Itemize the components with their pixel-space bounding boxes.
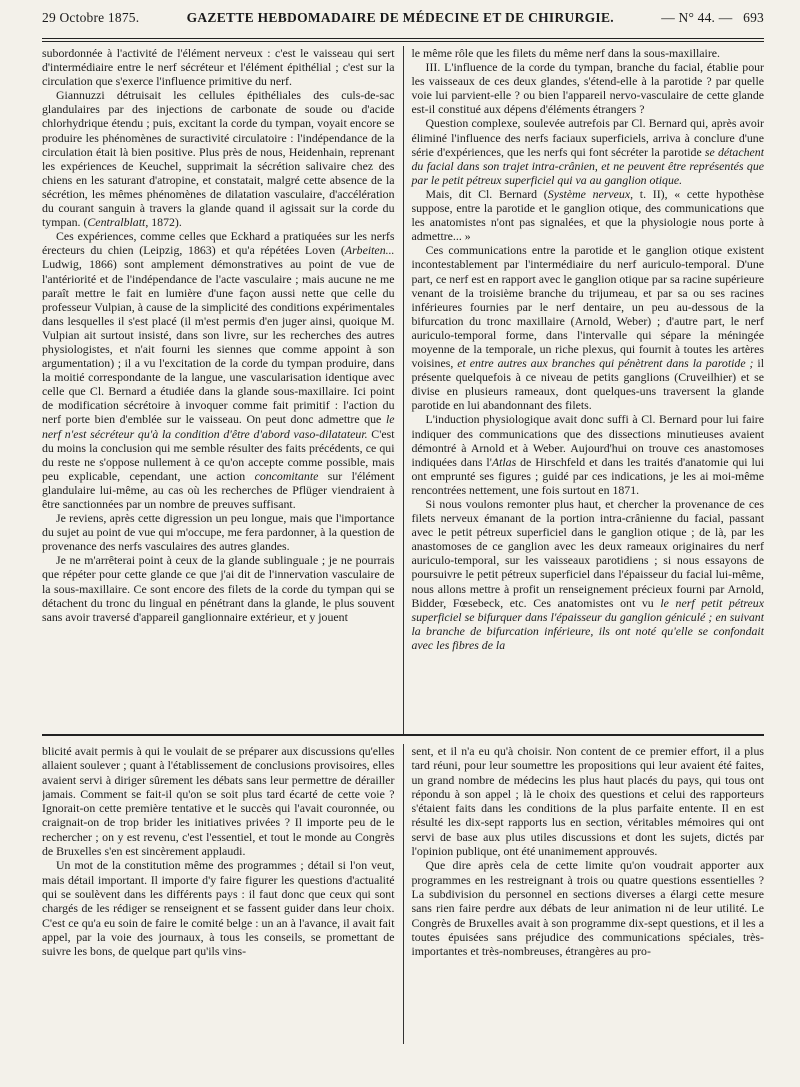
paragraph — [412, 858, 765, 958]
italic-text: Atlas — [491, 454, 517, 469]
text-run: C'est du moins la conclusion qui me semble résulter des faits précédents, ce qui du reste ne s'oppose nullement à ce qu'on accepte comme possible, mais peu explicable, cependant, une action — [42, 426, 395, 483]
text-run: , t. II), « cette hypothèse suppose, entre la parotide et le ganglion otique, des communications que les anatomistes n'ont pas signalées, et que la physiologie nous porte à admettre... » — [411, 186, 764, 244]
lower-left-column — [42, 744, 403, 1044]
header-journal-title: GAZETTE HEBDOMADAIRE DE MÉDECINE ET DE CHIRURGIE. — [186, 10, 614, 25]
paragraph — [42, 88, 395, 229]
paragraph — [412, 116, 765, 186]
text-run: il présente quelquefois à ce niveau de petits ganglions (Cruveilhier) et se divise en plusieurs rameaux, dont quelques-uns traversent la glande parotide en lui abandonnant des filets. — [411, 356, 764, 413]
paragraph — [412, 187, 765, 243]
text-run: , 1872). — [145, 215, 182, 230]
text-run: Je reviens, après cette digression un peu longue, mais que l'importance du sujet au point de vue qui m'occupe, me fera pardonner, à la question de provenance des nerfs vasculaires des autres glandes. — [42, 511, 395, 554]
text-run: Un mot de la constitution même des programmes ; détail si l'on veut, mais détail important. Il importe d'y faire figurer les questions d'actualité qui se soulèvent dans les différents pays : il faut donc que ceux qui sont chargés de les rédiger se renseignent et se fassent guider dans leur choix. C'est ce qu'a eu soin de faire le comité belge : un an à l'avance, il avait fait appel, par la voie des journaux, à tous les conseils, se promettant de suivre les bons, de quelque part qu'ils vins- — [42, 858, 395, 959]
text-run: Ces communications entre la parotide et le ganglion otique existent incontestablement par l'intermédiaire du nerf auriculo-temporal. D'une part, ce nerf est en rapport avec le ganglion otique par sa racine supérieure venant de la troisième branche du trijumeau, et par sa ou ses racines inférieures fournies par le nerf dentaire, un peu au-dessous de la bifurcation du tronc maxillaire (Arnold, Weber) ; d'autre part, le nerf auriculo-temporal forme, dans l'intervalle qui sépare la méningée moyenne de la temporale, un riche plexus, qui fournit à toutes les artères voisines, — [411, 243, 764, 371]
italic-text: et entre autres aux branches qui pénètrent dans la parotide ; — [457, 356, 754, 371]
paragraph — [42, 511, 395, 553]
header-issue-page — [661, 10, 764, 26]
text-run: III. L'influence de la corde du tympan, branche du facial, établie pour les vaisseaux de ces deux glandes, s'étend-elle à la parotide ? par quelle voie lui parvient-elle ? ou bien l'appareil nervo-vasculaire de cette glande est-il constitué aux dépens d'éléments étrangers ? — [411, 60, 764, 117]
italic-text: le nerf n'est sécréteur qu'à la condition d'être d'abord vaso-dilatateur. — [42, 412, 395, 441]
article-upper — [42, 46, 764, 736]
italic-text: le nerf petit pétreux superficiel se bifurquer dans l'épaisseur du ganglion géniculé ; en suivant la branche de bifurcation inférieure, ils ont noté qu'elle se confondait avec les fibres de la — [411, 595, 764, 652]
text-run: sur l'élément glandulaire lui-même, au cas où les recherches de Pflüger viendraient à être sanctionnées par un nombre de preuves suffisant. — [42, 468, 395, 511]
italic-text: se détachent du facial dans son trajet intra-crânien, et ne peuvent être représentés que par le petit pétreux superficiel qui va au ganglion otique. — [411, 144, 764, 187]
paragraph — [42, 553, 395, 623]
text-run: Question complexe, soulevée autrefois par Cl. Bernard qui, après avoir éliminé l'influence des nerfs faciaux superficiels, arriva à conclure d'une série d'expériences, que les nerfs qui font sécréter la parotide — [411, 116, 764, 159]
running-head — [42, 0, 764, 34]
italic-text: Centralblatt — [87, 215, 146, 230]
header-date: 29 Octobre 1875. — [42, 10, 140, 25]
header-rule — [42, 38, 764, 42]
paragraph — [42, 229, 395, 511]
text-run: L'induction physiologique avait donc suffi à Cl. Bernard pour lui faire indiquer des communications que des dissections minutieuses avaient démontré à Arnold et à Weber. Aujourd'hui on trouve ces anastomoses indiquées dans l' — [411, 412, 764, 469]
text-run: Ludwig, 1866) sont amplement démonstratives au point de vue de l'antériorité et de l'indépendance de l'acte vasculaire ; mais aucune ne me paraît mettre le fait en lumière d'une façon aussi nette que celle du professeur Vulpian, à cause de la simplicité des conditions expérimentales dans lesquelles il s'est placé (il m'est permis d'en juger ainsi, quoique M. Vulpian ait surtout insisté, dans son livre, sur les recherches des autres physiologistes, et n'ait fourni les siennes que comme appoint à son argumentation) ; il a vu l'excitation de la corde du tympan produire, dans la moitié correspondante de la langue, une vascularisation identique avec celle que Cl. Bernard a étudiée dans la glande sous-maxillaire. Ici point de modification sécrétoire à invoquer comme fait primitif : l'action du nerf porte bien d'emblée sur le vaisseau. On peut donc admettre que — [42, 257, 395, 427]
text-run: blicité avait permis à qui le voulait de se préparer aux discussions qu'elles allaient soulever ; quant à l'établissement de conclusions provisoires, elles avaient servi à diriger sûrement les débats sans leur permettre de dérailler jamais. Comment se fait-il qu'on se soit plus tard écarté de cette voie ? Ignorait-on cette première tentative et le succès qui l'avait couronnée, ou craignait-on de trop brider les initiatives privées ? Il importe peu de le rechercher ; on y est revenu, c'est l'essentiel, et tout le monde au Congrès de Bruxelles s'en est sincèrement applaudi. — [42, 744, 395, 859]
paragraph — [412, 497, 765, 652]
paragraph — [42, 858, 395, 958]
paragraph — [412, 60, 765, 116]
upper-left-column — [42, 46, 403, 734]
text-run: Que dire après cela de cette limite qu'on voudrait apporter aux programmes en les restreignant à trois ou quatre questions essentielles ? La subdivision du personnel en sections diverses a élargi cette mesure sans rien faire perdre aux débats de leur animation ni de leur utilité. Le Congrès de Bruxelles avait à son programme dix-sept questions, et il les a toutes épuisées sans préjudice des communications spéciales, très-importantes et très-nombreuses, étrangères au pro- — [411, 858, 764, 959]
paragraph — [42, 46, 395, 88]
text-run: Mais, dit Cl. Bernard ( — [425, 186, 548, 201]
paragraph — [412, 243, 765, 412]
upper-right-column — [403, 46, 765, 734]
italic-text: concomitante — [254, 468, 319, 483]
paragraph — [412, 46, 765, 60]
paragraph — [412, 412, 765, 497]
text-run: sent, et il n'a eu qu'à choisir. Non content de ce premier effort, il a plus tard réuni, pour leur soumettre les propositions qui leur avaient été faites, un grand nombre de médecins les plus haut placés du pays, qui tous ont répondu à son appel ; là le choix des questions et celui des rapporteurs s'étaient faits dans les conditions de la plus parfaite entente. Il en est résulté les dix-sept rapports lus en section, véritables mémoires qui ont servi de base aux plus utiles discussions et dont les sujets, dictés par l'opinion publique, ont été unanimement approuvés. — [411, 744, 764, 859]
text-run: de Hirschfeld et dans les traités d'anatomie qui lui ont emprunté ses figures ; guidé par ces indications, je les ai moi-même rencontrées nettement, une fois surtout en 1871. — [411, 454, 764, 497]
paragraph — [412, 744, 765, 858]
header-issue: — N° 44. — — [661, 10, 733, 25]
header-page-number: 693 — [743, 10, 764, 25]
italic-text: Arbeiten... — [344, 243, 395, 258]
text-run: le même rôle que les filets du même nerf dans la sous-maxillaire. — [411, 46, 720, 60]
article-lower — [42, 736, 764, 1044]
text-run: Si nous voulons remonter plus haut, et chercher la provenance de ces filets nerveux émanant de la portion intra-crânienne du facial, passant avec le petit pétreux superficiel dans le ganglion otique ; de là, par les anastomoses de ce ganglion avec les deux rameaux originaires du nerf auriculo-temporal, sur les vaisseaux parotidiens ; si nous essayons de poursuivre le petit pétreux superficiel dans l'épaisseur du facial lui-même, nous allons mettre à profit un renseignement précieux fourni par Arnold, Bidder, Fœsebeck, etc. Ces anatomistes ont vu — [411, 497, 764, 610]
text-run: Giannuzzi détruisait les cellules épithéliales des culs-de-sac glandulaires par des injections de carbonate de soude ou d'acide chlorhydrique étendu ; puis, excitant la corde du tympan, voyait encore se produire les phénomènes de suractivité circulatoire : l'indépendance de la circulation était là bien positive. Plus près de nous, Heidenhain, reprenant les expériences de Keuchel, supprimait la sécrétion salivaire chez des chiens en les saturant d'atropine, et constatait, malgré cette absence de la sécrétion, les mêmes phénomènes de dilatation vasculaire, d'accélération du courant sanguin à travers la glande quand il agissait sur la corde du tympan. ( — [42, 88, 395, 230]
lower-right-column — [403, 744, 765, 1044]
text-run: Ces expériences, comme celles que Eckhard a pratiquées sur les nerfs érecteurs du chien (Leipzig, 1863) et qu'a répétées Loven ( — [42, 229, 395, 258]
italic-text: Système nerveux — [547, 186, 631, 201]
text-run: subordonnée à l'activité de l'élément nerveux : c'est le vaisseau qui sert d'intermédiaire entre le nerf sécréteur et l'élément épithélial ; c'est sur la circulation que s'exerce l'influence primitive du nerf. — [42, 46, 395, 89]
text-run: Je ne m'arrêterai point à ceux de la glande sublinguale ; je ne pourrais que répéter pour cette glande ce que j'ai dit de l'innervation vasculaire de la sous-maxillaire. Ce sont encore des filets de la corde du tympan qui se détachent du tronc du lingual en pénétrant dans la glande, le plus souvent sans avoir traversé d'appareil ganglionnaire extérieur, et y jouent — [42, 553, 395, 624]
paragraph — [42, 744, 395, 858]
